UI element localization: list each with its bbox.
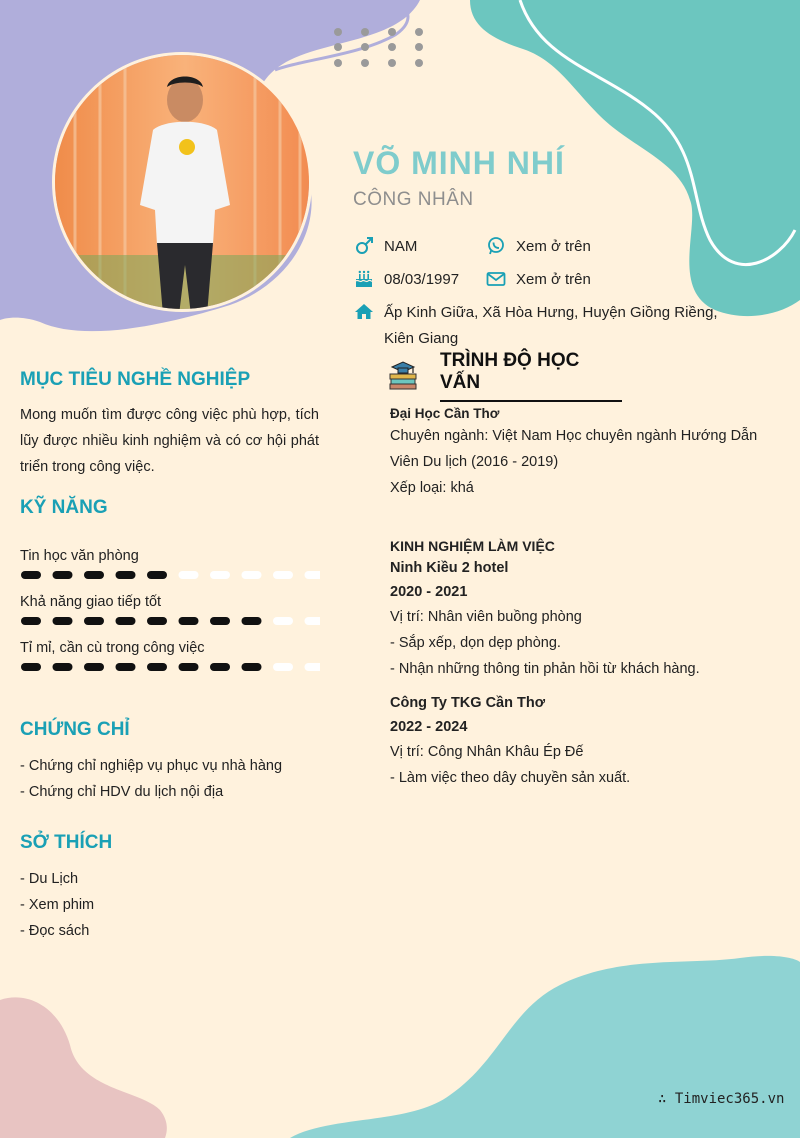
skill-segment-empty [273,663,293,671]
job-line: - Nhận những thông tin phản hồi từ khách hàng. [390,661,700,677]
skill-segment-filled [147,663,167,671]
profile-photo [52,52,312,312]
job-period: 2020 - 2021 [390,584,468,600]
skill-level-bar [20,615,320,627]
certificates-title: CHỨNG CHỈ [20,719,130,740]
job-company: Công Ty TKG Cần Thơ [390,695,546,711]
skill-segment-filled [84,617,104,625]
experience-block [390,536,780,791]
skill-segment-filled [116,663,136,671]
graduation-books-icon [388,360,420,392]
experience-title: KINH NGHIỆM LÀM VIỆC [390,538,555,554]
envelope-icon [486,269,506,289]
hobbies-title: SỞ THÍCH [20,832,113,853]
skill-segment-filled [21,617,41,625]
job-line: - Làm việc theo dây chuyền sản xuất. [390,770,631,786]
skill-segment-empty [273,617,293,625]
major-line: Viên Du lịch (2016 - 2019) [390,454,559,470]
hobby-item: - Đọc sách [20,923,90,939]
skill-segment-filled [21,663,41,671]
phone-row [486,236,591,256]
skill-segment-empty [305,617,321,625]
hobby-item: - Du Lịch [20,871,79,887]
skill-segment-filled [242,663,262,671]
job-period: 2022 - 2024 [390,719,468,735]
skill-level-bar [20,661,320,673]
skill-segment-filled [84,571,104,579]
school-name: Đại Học Cần Thơ [390,406,500,421]
phone-value: Xem ở trên [516,237,591,255]
dob-value: 08/03/1997 [384,270,460,288]
education-block [390,405,780,501]
footer-brand: ∴ Timviec365.vn [658,1091,785,1107]
education-title: TRÌNH ĐỘ HỌC VẤN [440,350,622,402]
hobbies-list [20,866,94,944]
skill-segment-filled [147,571,167,579]
certificates-list [20,753,282,805]
skill-segment-filled [116,617,136,625]
email-row [486,269,591,289]
whatsapp-icon [486,236,506,256]
gender-value: NAM [384,237,418,255]
skill-label: Khả năng giao tiếp tốt [20,594,162,610]
email-value: Xem ở trên [516,270,591,288]
birthday-cake-icon [354,269,374,289]
skill-segment-empty [210,571,230,579]
job-line: Vị trí: Nhân viên buồng phòng [390,609,582,625]
certificate-item: - Chứng chỉ nghiệp vụ phục vụ nhà hàng [20,758,283,774]
job-line: - Sắp xếp, dọn dẹp phòng. [390,635,561,651]
skill-segment-filled [147,617,167,625]
skill-segment-filled [53,571,73,579]
skill-segment-filled [210,617,230,625]
skill-segment-empty [242,571,262,579]
job-line: Vị trí: Công Nhân Khâu Ép Đế [390,744,584,760]
skill-segment-empty [305,663,321,671]
skill-segment-filled [53,663,73,671]
skill-level-bar [20,569,320,581]
dob-row [354,269,459,289]
skill-segment-empty [273,571,293,579]
education-header [388,350,622,402]
skill-segment-filled [84,663,104,671]
job-company: Ninh Kiều 2 hotel [390,560,509,576]
candidate-name: VÕ MINH NHÍ [353,145,565,181]
major-line: Chuyên ngành: Việt Nam Học chuyên ngành Hướng Dẫn [390,428,758,444]
grade-line: Xếp loại: khá [390,480,474,496]
skill-segment-filled [210,663,230,671]
skill-segment-filled [179,663,199,671]
candidate-role: CÔNG NHÂN [353,189,474,210]
skill-segment-filled [116,571,136,579]
gender-row [354,236,417,256]
skill-segment-filled [242,617,262,625]
objective-text: Mong muốn tìm được công việc phù hợp, tích lũy được nhiều kinh nghiệm và có cơ hội phát triển trong công việc. [20,407,319,475]
skill-segment-empty [305,571,321,579]
skills-title: KỸ NĂNG [20,497,108,518]
skill-segment-filled [21,571,41,579]
skill-label: Tin học văn phòng [20,548,139,564]
certificate-item: - Chứng chỉ HDV du lịch nội địa [20,784,224,800]
hobby-item: - Xem phim [20,897,95,913]
skill-segment-empty [179,571,199,579]
skill-label: Tỉ mỉ, cần cù trong công việc [20,640,205,656]
home-icon [354,302,374,322]
gender-icon [354,236,374,256]
objective-title: MỤC TIÊU NGHỀ NGHIỆP [20,369,251,390]
address-row [354,300,734,352]
skill-segment-filled [53,617,73,625]
address-value: Ấp Kinh Giữa, Xã Hòa Hưng, Huyện Giồng Riềng, Kiên Giang [384,304,718,347]
skill-segment-filled [179,617,199,625]
